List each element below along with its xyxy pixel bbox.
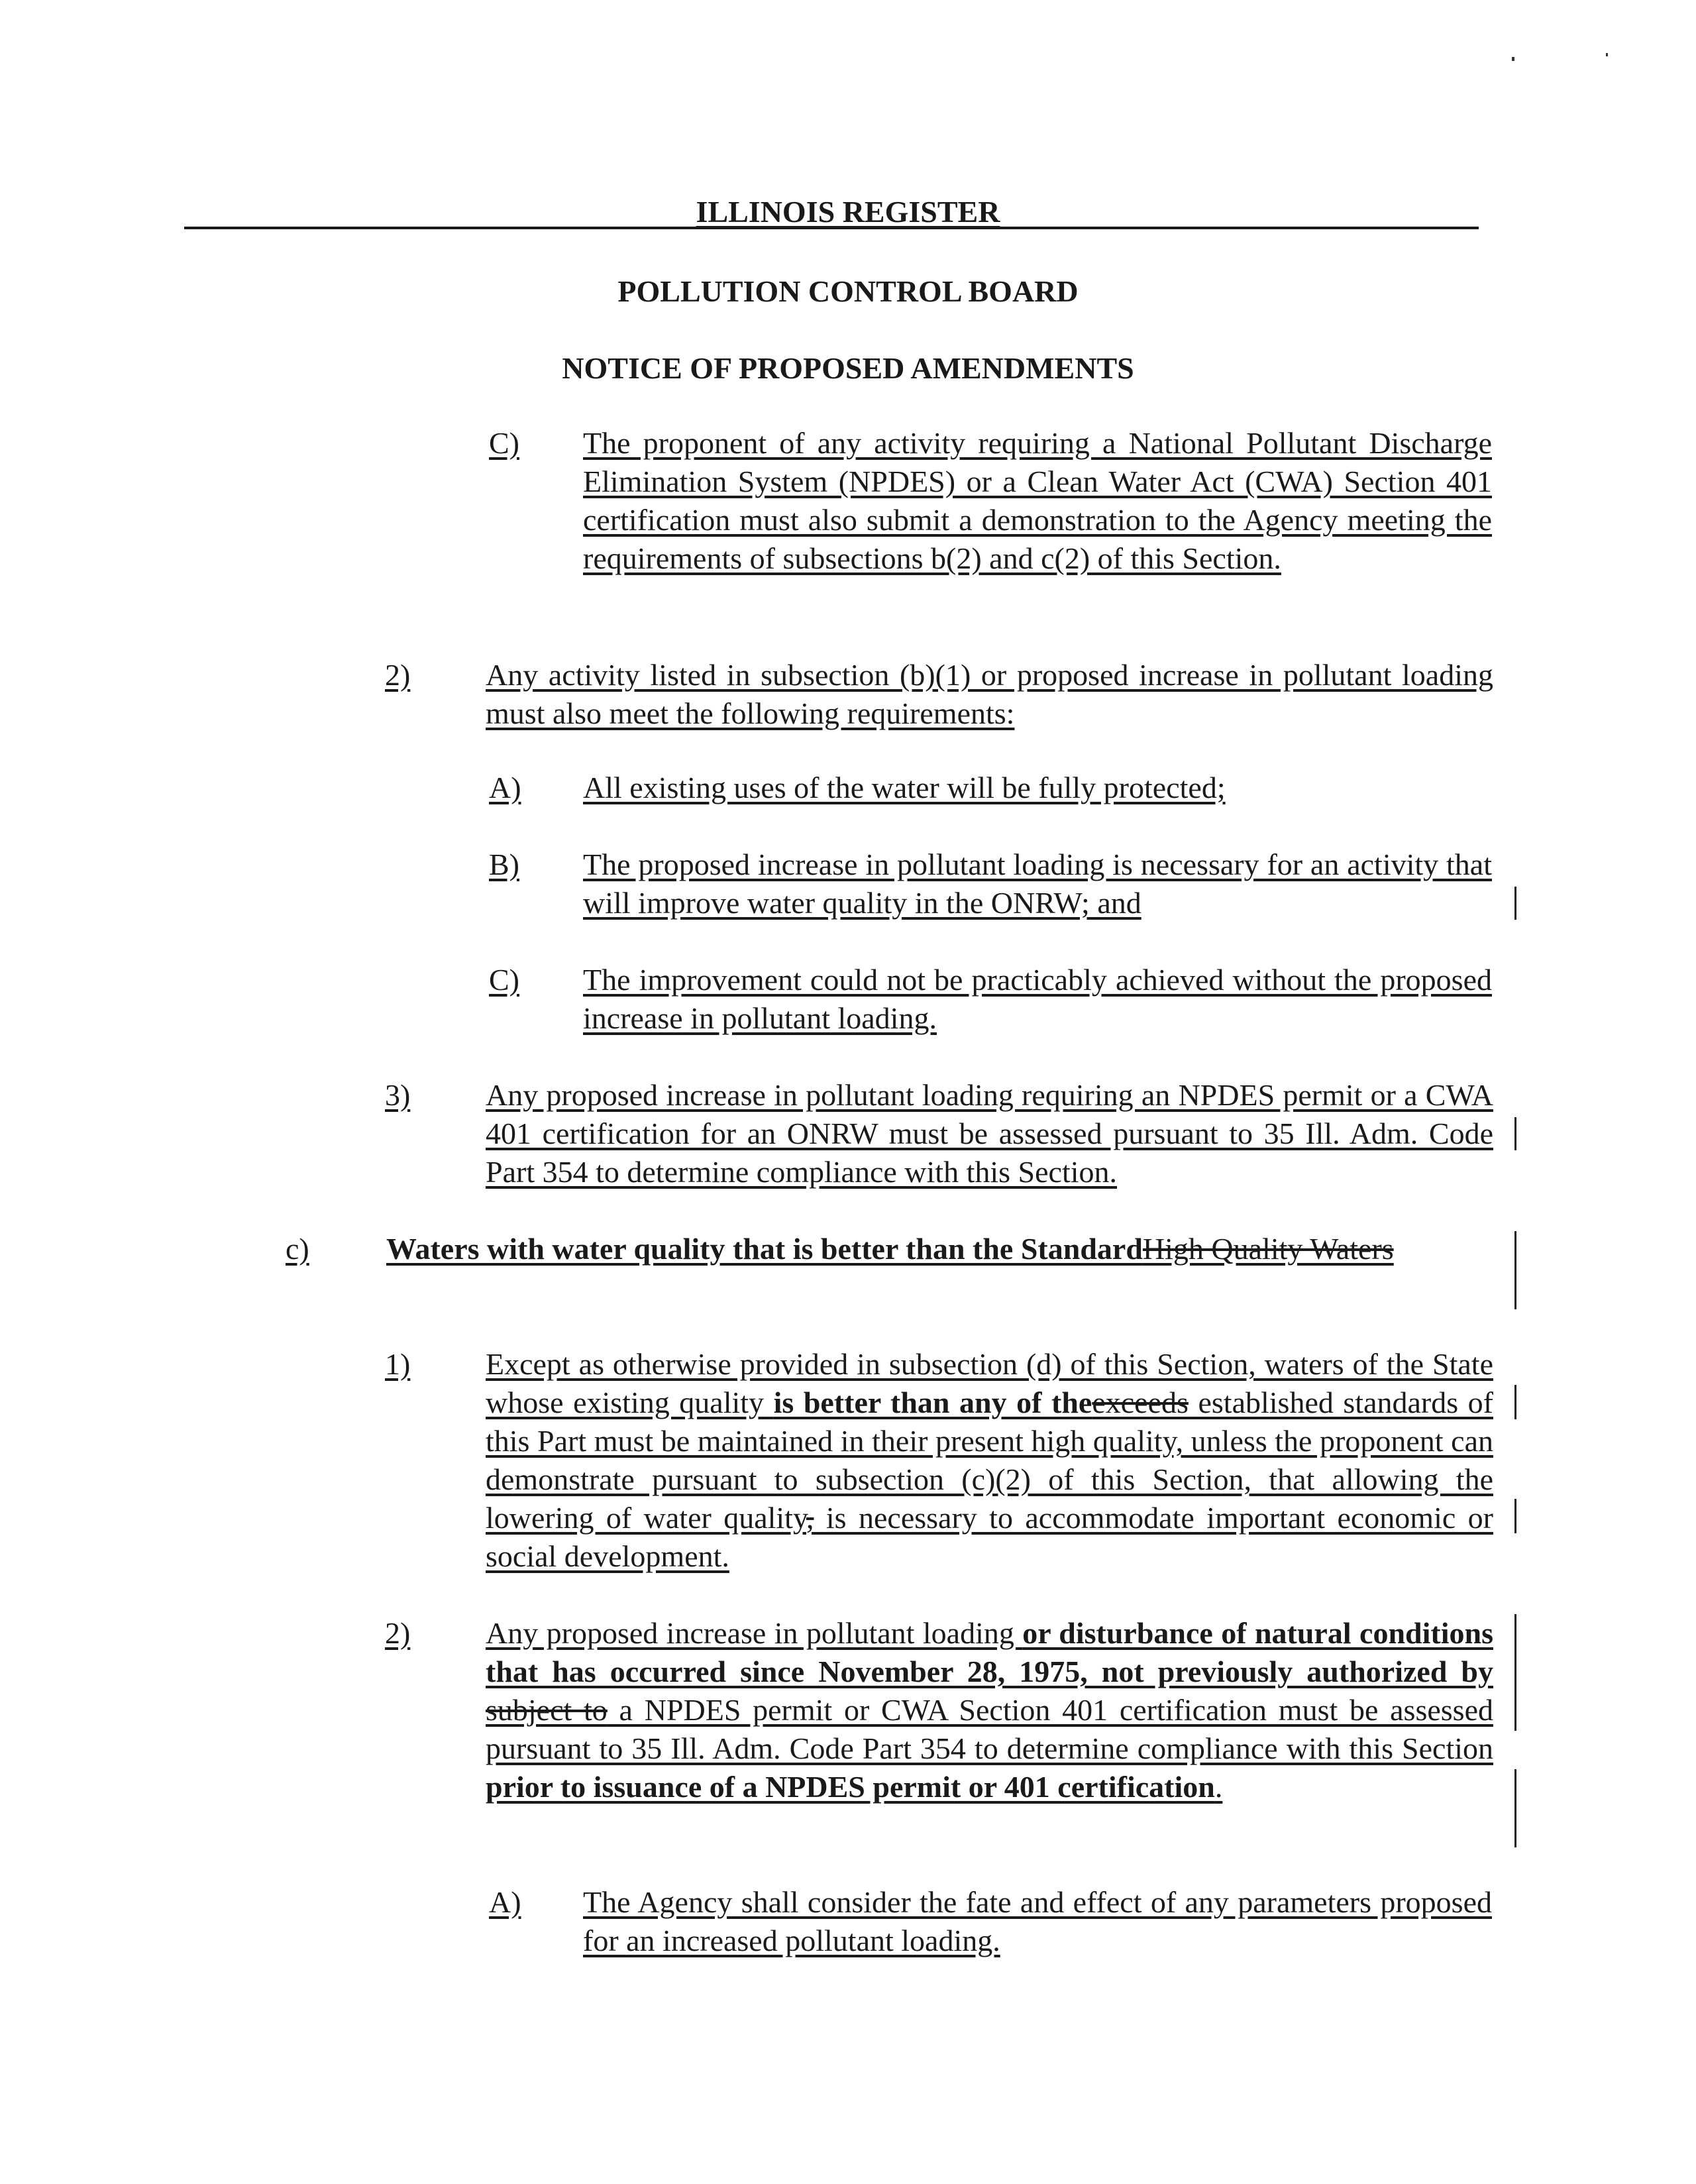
inserted-text: is better than any of the xyxy=(773,1386,1092,1419)
subsection-b2 xyxy=(385,656,1493,733)
subsection-c2 xyxy=(385,1614,1493,1806)
deleted-text: subject to xyxy=(486,1693,608,1727)
item-text xyxy=(486,1345,1493,1576)
change-bar xyxy=(1514,1385,1516,1419)
change-bar xyxy=(1514,1614,1516,1731)
text-run: is necessary to accommodate important economic or social development. xyxy=(486,1501,1493,1573)
board-title: POLLUTION CONTROL BOARD xyxy=(617,274,1079,308)
item-text xyxy=(386,1230,1493,1268)
change-bar xyxy=(1514,1231,1516,1309)
text-run: a NPDES permit or CWA Section 401 certification must be assessed pursuant to 35 Ill. Adm. Code Part 354 to determine compliance with this Section xyxy=(486,1693,1493,1765)
item-label: c) xyxy=(286,1232,309,1266)
text-run: Except as otherwise provided in subsection (d) of this Section, waters of the State whose existing quality xyxy=(486,1347,1493,1419)
item-label: A) xyxy=(489,771,521,804)
item-label: 1) xyxy=(385,1347,411,1381)
change-bar xyxy=(1514,1117,1516,1150)
deleted-text: High Quality Waters xyxy=(1142,1232,1394,1266)
inserted-text: Waters with water quality that is better than the Standard xyxy=(386,1232,1143,1266)
inserted-text: prior to issuance of a NPDES permit or 401 certification xyxy=(486,1770,1215,1804)
register-title xyxy=(0,193,1696,231)
item-label: 2) xyxy=(385,658,411,692)
subsection-b2b xyxy=(489,846,1492,922)
item-text: All existing uses of the water will be fully protected; xyxy=(583,771,1226,804)
text-run: Any proposed increase in pollutant loading xyxy=(486,1616,1023,1650)
item-label: C) xyxy=(489,963,519,997)
item-text: Any proposed increase in pollutant loading requiring an NPDES permit or a CWA 401 certification for an ONRW must be assessed pursuant to 35 Ill. Adm. Code Part 354 to determine compliance with this Section. xyxy=(486,1078,1493,1189)
change-bar xyxy=(1514,1769,1516,1847)
subsection-c xyxy=(286,1230,1493,1268)
item-label: 3) xyxy=(385,1078,411,1112)
register-title-text: ILLINOIS REGISTER xyxy=(696,195,1000,229)
change-bar xyxy=(1514,1499,1516,1533)
deleted-text: exceeds xyxy=(1092,1386,1189,1419)
item-label: C) xyxy=(489,426,519,460)
inserted-text: or disturbance of natural conditions that has occurred since November 28, 1975, not previously authorized by xyxy=(486,1616,1493,1688)
text-run: . xyxy=(1214,1770,1223,1804)
item-text: The proponent of any activity requiring a National Pollutant Discharge Elimination System (NPDES) or a Clean Water Act (CWA) Section 401 certification must also submit a demonstration to the Agency meeting the requirements of subsections b(2) and c(2) of this Section. xyxy=(583,426,1492,575)
item-text xyxy=(486,1614,1493,1806)
deleted-text: , xyxy=(806,1501,814,1535)
subsection-b2a xyxy=(489,769,1492,807)
item-text: The improvement could not be practicably achieved without the proposed increase in pollutant loading. xyxy=(583,963,1492,1035)
item-text: The proposed increase in pollutant loading is necessary for an activity that will improve water quality in the ONRW; and xyxy=(583,847,1492,920)
notice-title: NOTICE OF PROPOSED AMENDMENTS xyxy=(562,351,1134,385)
subsection-c1 xyxy=(385,1345,1493,1576)
item-text: The Agency shall consider the fate and effect of any parameters proposed for an increased pollutant loading. xyxy=(583,1885,1492,1957)
item-label: B) xyxy=(489,847,519,881)
item-label: 2) xyxy=(385,1616,411,1650)
scan-speck xyxy=(1512,57,1514,61)
text-run: established standards of this Part must be maintained in their present high quality, unless the proponent can demonstrate pursuant to subsection (c)(2) of this Section, that allowing the lowering of water quality xyxy=(486,1386,1493,1535)
change-bar xyxy=(1514,887,1516,920)
scan-speck xyxy=(1606,53,1608,56)
subsection-c2a xyxy=(489,1883,1492,1960)
subsection-b1c xyxy=(489,424,1492,578)
item-text: Any activity listed in subsection (b)(1) or proposed increase in pollutant loading must also meet the following requirements: xyxy=(486,658,1493,730)
subsection-b2c xyxy=(489,961,1492,1038)
item-label: A) xyxy=(489,1885,521,1919)
subsection-b3 xyxy=(385,1076,1493,1191)
